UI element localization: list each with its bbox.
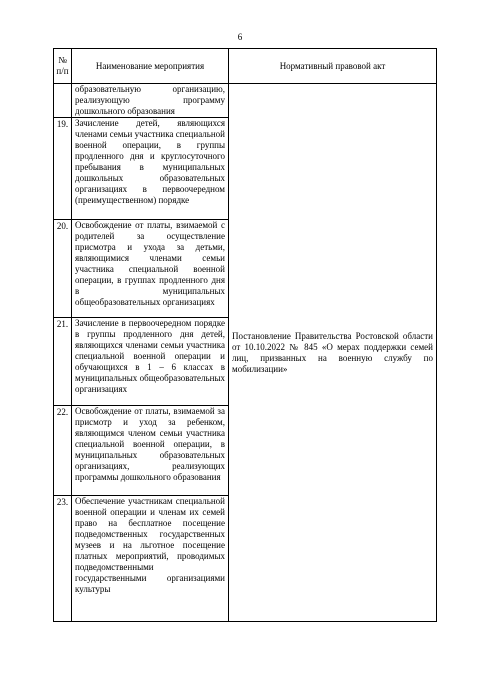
- header-act: Нормативный правовой акт: [229, 49, 437, 84]
- row-num: 20.: [54, 220, 72, 318]
- row-num: 19.: [54, 118, 72, 220]
- header-num: № п/п: [54, 49, 72, 84]
- legal-act-cell: Постановление Правительства Ростовской области от 10.10.2022 № 845 «О мерах поддержки семей лиц, призванных на военную службу по мобилизации»: [229, 84, 437, 622]
- row-name: Обеспечение участникам специальной военной операции и членам их семей право на бесплатное посещение подведомственных государственных музеев и на льготное посещение платных мероприятий, проводимых подведомственными государственными организациями культуры: [72, 496, 229, 622]
- row-name: Освобождение от платы, взимаемой за присмотр и уход за ребенком, являющимся членом семьи участника специальной военной операции, в муниципальных образовательных организациях, реализующих программы дошкольного образования: [72, 406, 229, 496]
- row-num: 22.: [54, 406, 72, 496]
- row-name: Зачисление в первоочередном порядке в группы продленного дня детей, являющихся членами семьи участника специальной военной операции и обучающихся в 1 – 6 классах в муниципальных общеобразовательных организациях: [72, 318, 229, 406]
- row-name: Зачисление детей, являющихся членами семьи участника специальной военной операции, в группы продленного дня и круглосуточного пребывания в муниципальных дошкольных образовательных организациях в первоочередном (преимущественном) порядке: [72, 118, 229, 220]
- row-num: 21.: [54, 318, 72, 406]
- row-num: [54, 84, 72, 118]
- row-name: образовательную организацию, реализующую программу дошкольного образования: [72, 84, 229, 118]
- table-header-row: [54, 49, 437, 84]
- measures-table: [53, 48, 437, 622]
- page-number: 6: [237, 32, 243, 42]
- table-row: [54, 84, 437, 118]
- row-num: 23.: [54, 496, 72, 622]
- header-name: Наименование мероприятия: [72, 49, 229, 84]
- row-name: Освобождение от платы, взимаемой с родителей за осуществление присмотра и ухода за детьми, являющимися членами семьи участника специальной военной операции, в группах продленного дня в муниципальных общеобразовательных организациях: [72, 220, 229, 318]
